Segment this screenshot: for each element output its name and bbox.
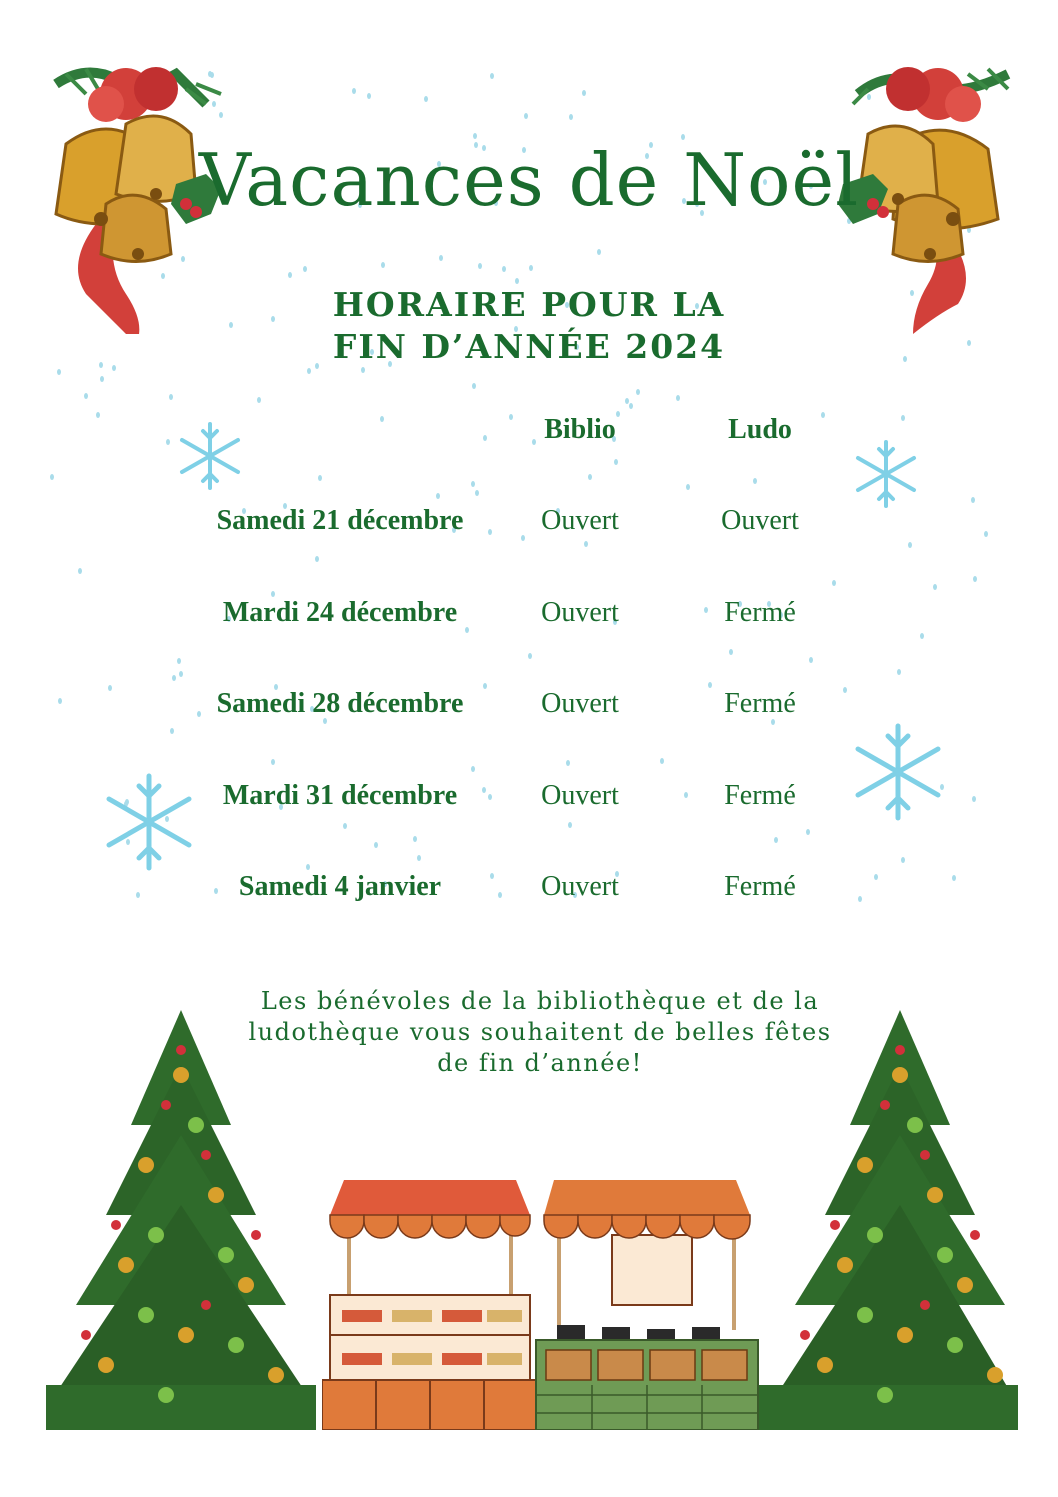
row-ludo-status: Fermé	[724, 597, 796, 628]
snow-dot	[57, 369, 61, 375]
snow-dot	[136, 892, 140, 898]
snow-dot	[729, 649, 733, 655]
row-day: Samedi 28 décembre	[216, 688, 464, 719]
snowflake-icon	[104, 772, 194, 872]
snow-dot	[984, 531, 988, 537]
row-day: Mardi 31 décembre	[222, 780, 458, 811]
row-day: Samedi 4 janvier	[238, 871, 442, 902]
subtitle-line-1: HORAIRE POUR LA	[332, 285, 726, 324]
snow-dot	[169, 394, 173, 400]
snow-dot	[179, 671, 183, 677]
column-header-ludo: Ludo	[728, 414, 792, 445]
snow-dot	[96, 412, 100, 418]
snow-dot	[771, 719, 775, 725]
snow-dot	[84, 393, 88, 399]
row-biblio-status: Ouvert	[541, 597, 619, 628]
snow-dot	[439, 255, 443, 261]
snowflake-icon	[853, 722, 943, 822]
snow-dot	[901, 415, 905, 421]
snow-dot	[529, 265, 533, 271]
snow-dot	[832, 580, 836, 586]
snow-dot	[584, 541, 588, 547]
snow-dot	[490, 873, 494, 879]
row-biblio-status: Ouvert	[541, 505, 619, 536]
snow-dot	[58, 698, 62, 704]
snow-dot	[636, 389, 640, 395]
snow-dot	[952, 875, 956, 881]
christmas-tree-icon	[750, 1005, 1018, 1430]
snow-dot	[874, 874, 878, 880]
snow-dot	[166, 439, 170, 445]
snow-dot	[566, 760, 570, 766]
snow-dot	[172, 675, 176, 681]
snow-dot	[806, 829, 810, 835]
row-day: Mardi 24 décembre	[222, 597, 458, 628]
column-header-biblio: Biblio	[544, 414, 616, 445]
snow-dot	[973, 576, 977, 582]
snowflake-icon	[853, 438, 919, 510]
row-ludo-status: Ouvert	[721, 505, 799, 536]
row-ludo-status: Fermé	[724, 871, 796, 902]
snow-dot	[306, 864, 310, 870]
snow-dot	[597, 249, 601, 255]
subtitle-line-2: FIN D’ANNÉE 2024	[332, 327, 726, 366]
snow-dot	[528, 653, 532, 659]
snow-dot	[413, 836, 417, 842]
snow-dot	[843, 687, 847, 693]
snow-dot	[271, 759, 275, 765]
snow-dot	[920, 633, 924, 639]
row-biblio-status: Ouvert	[541, 871, 619, 902]
snow-dot	[100, 376, 104, 382]
snow-dot	[858, 896, 862, 902]
snow-dot	[502, 266, 506, 272]
row-ludo-status: Fermé	[724, 688, 796, 719]
snow-dot	[774, 837, 778, 843]
market-stall-icon	[322, 1175, 538, 1430]
row-ludo-status: Fermé	[724, 780, 796, 811]
row-day: Samedi 21 décembre	[216, 505, 464, 536]
snow-dot	[257, 397, 261, 403]
snow-dot	[177, 658, 181, 664]
snow-dot	[686, 484, 690, 490]
market-stall-icon	[532, 1175, 762, 1430]
snow-dot	[472, 383, 476, 389]
row-biblio-status: Ouvert	[541, 780, 619, 811]
schedule-subtitle	[0, 284, 1058, 368]
snowflake-icon	[178, 420, 242, 492]
christmas-tree-icon	[46, 1005, 316, 1430]
snow-dot	[483, 435, 487, 441]
snow-dot	[478, 263, 482, 269]
row-biblio-status: Ouvert	[541, 688, 619, 719]
snow-dot	[809, 657, 813, 663]
snow-dot	[569, 114, 573, 120]
closing-message: Les bénévoles de la bibliothèque et de la ludothèque vous souhaitent de belles fêtes de fin d’année!	[248, 987, 832, 1077]
page-title: Vacances de Noël	[198, 138, 860, 222]
